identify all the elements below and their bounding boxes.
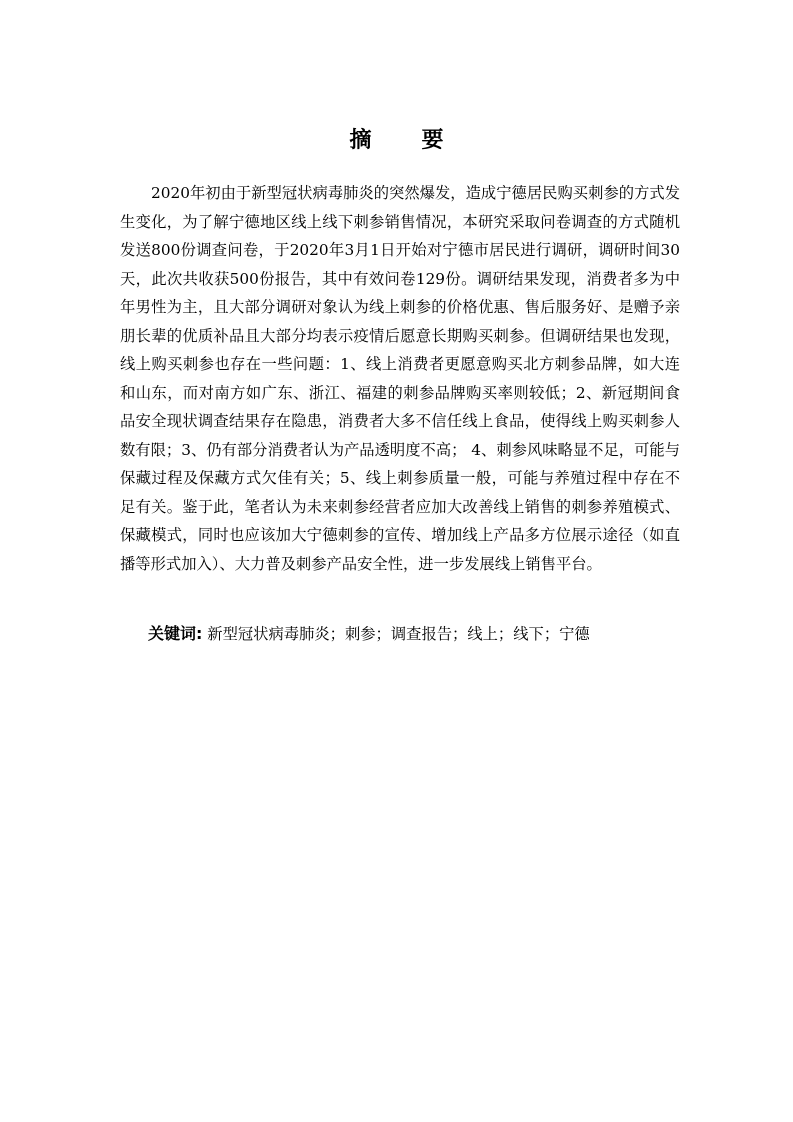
keywords-line [148,620,688,648]
abstract-paragraph: 2020年初由于新型冠状病毒肺炎的突然爆发，造成宁德居民购买刺参的方式发生变化，为了解宁德地区线上线下刺参销售情况，本研究采取问卷调查的方式随机发送800份调查问卷，于2020年3月1日开始对宁德市居民进行调研，调研时间30天，此次共收获500份报告，其中有效问卷129份。调研结果发现，消费者多为中年男性为主，且大部分调研对象认为线上刺参的价格优惠、售后服务好、是赠予亲朋长辈的优质补品且大部分均表示疫情后愿意长期购买刺参。但调研结果也发现，线上购买刺参也存在一些问题：1、线上消费者更愿意购买北方刺参品牌，如大连和山东，而对南方如广东、浙江、福建的刺参品牌购买率则较低；2、新冠期间食品安全现状调查结果存在隐患，消费者大多不信任线上食品，使得线上购买刺参人数有限；3、仍有部分消费者认为产品透明度不高； 4、刺参风味略显不足，可能与保藏过程及保藏方式欠佳有关；5、线上刺参质量一般，可能与养殖过程中存在不足有关。鉴于此，笔者认为未来刺参经营者应加大改善线上销售的刺参养殖模式、保藏模式，同时也应该加大宁德刺参的宣传、增加线上产品多方位展示途径（如直播等形式加入）、大力普及刺参产品安全性，进一步发展线上销售平台。 [120,184,680,573]
keywords-text: 新型冠状病毒肺炎；刺参；调查报告；线上；线下；宁德 [207,625,590,643]
title-char-1: 摘 [349,128,372,153]
keywords-label: 关键词: [148,624,203,643]
title-char-2: 要 [421,128,444,153]
page-title [0,126,793,156]
